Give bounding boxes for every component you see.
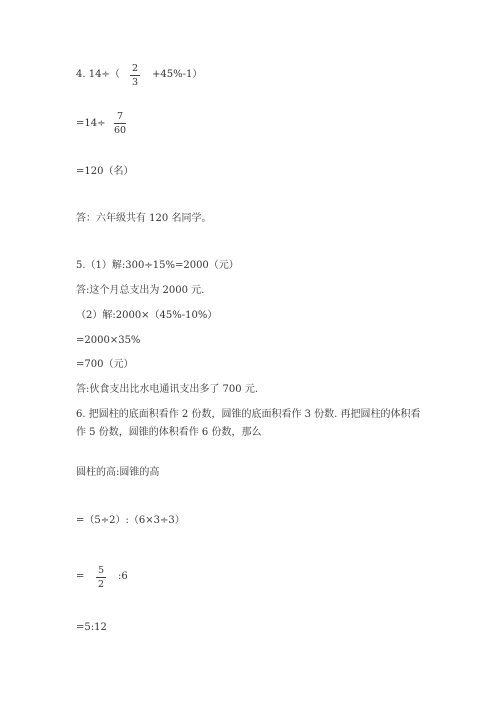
p4-line2-prefix: =14÷ [76,118,106,129]
p5-answer2: 答:伙食支出比水电通讯支出多了 700 元. [76,384,258,395]
p6-step2-suffix: :6 [118,571,128,582]
p6-ratio-label: 圆柱的高:圆锥的高 [76,467,160,478]
fraction-bar [96,577,106,578]
p5-part2: （2）解:2000×（45%-10%） [76,310,218,321]
p4-answer: 答：六年级共有 120 名同学。 [76,213,212,224]
p5-step1: =2000×35% [76,335,141,346]
p6-step2-prefix: = [76,571,85,582]
p5-step2: =700（元） [76,359,134,370]
p5-answer1: 答:这个月总支出为 2000 元. [76,285,205,296]
p4-line2-fraction [114,111,126,136]
p4-line1-fraction [130,63,140,88]
p6-step3: =5:12 [76,622,107,633]
p6-step2-fraction [96,565,106,590]
fraction-denominator: 60 [114,125,127,136]
fraction-denominator: 2 [97,579,105,590]
fraction-bar [130,75,140,76]
fraction-bar [114,123,126,124]
fraction-numerator: 7 [117,111,124,122]
fraction-numerator: 2 [131,63,139,74]
p4-line1-prefix: 4. 14÷（ [76,69,120,80]
fraction-numerator: 5 [97,565,105,576]
p6-intro: 6. 把圆柱的底面积看作 2 份数，圆锥的底面积看作 3 份数. 再把圆柱的体积看作 5 份数，圆锥的体积看作 6 份数，那么 [76,409,421,438]
p5-part1: 5.（1）解:300÷15%=2000（元） [76,260,239,271]
p4-line3: =120（名） [76,166,134,177]
p4-line1-suffix: +45%-1） [152,69,203,80]
fraction-denominator: 3 [131,77,139,88]
p6-step1: =（5÷2）:（6×3÷3） [76,515,185,526]
